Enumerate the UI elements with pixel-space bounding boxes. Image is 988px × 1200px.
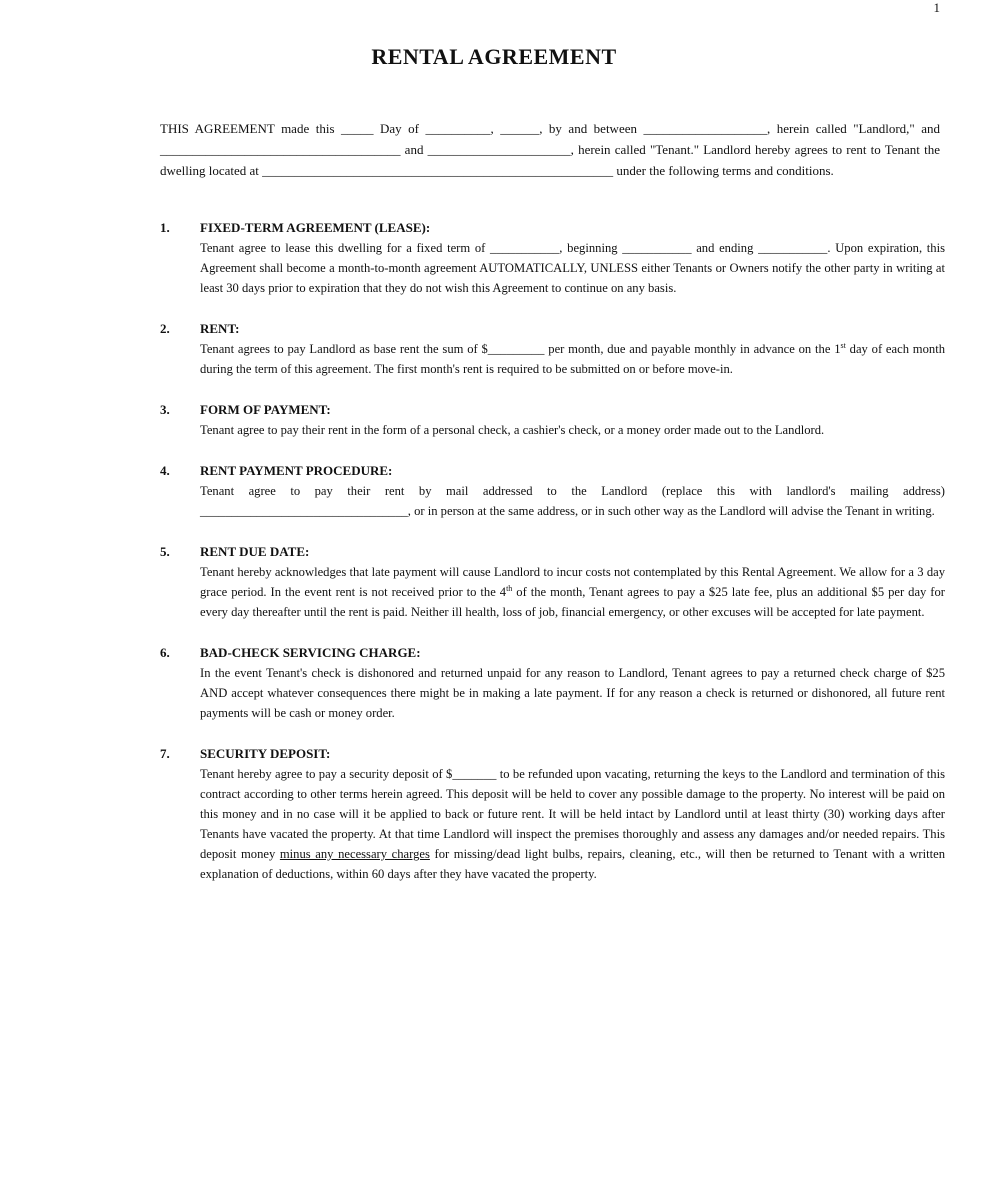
ordinal-suffix: th (506, 583, 513, 593)
section-number: 5. (160, 544, 170, 559)
section-fixed-term (160, 218, 945, 298)
section-number: 1. (160, 220, 170, 235)
sections-list (160, 218, 945, 905)
section-security-deposit (160, 744, 945, 884)
section-bad-check-charge (160, 643, 945, 723)
section-heading: RENT DUE DATE: (200, 544, 310, 559)
ordinal-suffix: st (840, 340, 846, 350)
section-form-of-payment (160, 400, 945, 440)
section-heading: FIXED-TERM AGREEMENT (LEASE): (200, 220, 431, 235)
section-rent-due-date (160, 542, 945, 622)
section-text-part: Tenant hereby acknowledges that late payment will cause Landlord to incur costs not contemplated by this Rental Agreement. We allow for a 3 day grace period. In the event rent is not received prior to the 4 (200, 565, 945, 599)
agreement-intro: THIS AGREEMENT made this _____ Day of __________, ______, by and between ___________________, herein called "Landlord," and _____________________________________ and ______________________, herein called "Tenant." Landlord hereby agrees to rent to Tenant the dwelling located at ______________________________________________________ under the following terms and conditions. (160, 121, 940, 178)
section-number: 2. (160, 321, 170, 336)
underlined-phrase: minus any necessary charges (279, 847, 430, 861)
section-heading: RENT PAYMENT PROCEDURE: (200, 463, 393, 478)
section-text (200, 562, 945, 622)
section-heading: FORM OF PAYMENT: (200, 402, 331, 417)
section-text (200, 764, 945, 884)
section-text-part: for missing/dead light bulbs, repairs, cleaning, etc., will then be returned to Tenant with a written explanation of deductions, within 60 days after they have vacated the property. (200, 847, 945, 881)
section-text: Tenant agree to lease this dwelling for a fixed term of ___________, beginning ___________ and ending ___________. Upon expiration, this Agreement shall become a month-to-month agreement AUTOMATICALLY, UNLESS either Tenants or Owners notify the other party in writing at least 30 days prior to expiration that they do not wish this Agreement to continue on any basis. (200, 241, 945, 295)
section-rent (160, 319, 945, 379)
section-heading: BAD-CHECK SERVICING CHARGE: (200, 645, 421, 660)
section-text-part: Tenant agrees to pay Landlord as base rent the sum of $_________ per month, due and payable monthly in advance on the 1 (200, 342, 841, 356)
section-number: 4. (160, 463, 170, 478)
section-number: 6. (160, 645, 170, 660)
section-text: Tenant agree to pay their rent in the form of a personal check, a cashier's check, or a money order made out to the Landlord. (200, 423, 825, 437)
section-rent-payment-procedure (160, 461, 945, 521)
section-number: 3. (160, 402, 170, 417)
section-text-part: Tenant hereby agree to pay a security deposit of $_______ to be refunded upon vacating, returning the keys to the Landlord and termination of this contract according to other terms herein agreed. This deposit will be held to cover any possible damage to the property. No interest will be paid on this money and in no case will it be applied to back or future rent. It will be held intact by Landlord until at least thirty (30) working days after Tenants have vacated the property. At that time Landlord will inspect the premises thoroughly and assess any damages and/or needed repairs. This deposit money (200, 767, 945, 861)
section-text (200, 339, 945, 379)
page-number: 1 (933, 0, 940, 15)
section-number: 7. (160, 746, 170, 761)
section-heading: SECURITY DEPOSIT: (200, 746, 331, 761)
document-title: RENTAL AGREEMENT (371, 44, 617, 69)
section-heading: RENT: (200, 321, 240, 336)
section-text: In the event Tenant's check is dishonored and returned unpaid for any reason to Landlord, Tenant agrees to pay a returned check charge of $25 AND accept whatever consequences there might be in making a late payment. If for any reason a check is returned or dishonored, all future rent payments will be cash or money order. (200, 666, 945, 720)
section-text-part: of the month, Tenant agrees to pay a $25 late fee, plus an additional $5 per day for every day thereafter until the rent is paid. Neither ill health, loss of job, financial emergency, or other excuses will be accepted for late payment. (200, 585, 945, 619)
section-text: Tenant agree to pay their rent by mail addressed to the Landlord (replace this with landlord's mailing address) _________________________________, or in person at the same address, or in such other way as the Landlord will advise the Tenant in writing. (200, 484, 945, 518)
section-text-part: day of each month during the term of this agreement. The first month's rent is required to be submitted on or before move-in. (200, 342, 945, 376)
